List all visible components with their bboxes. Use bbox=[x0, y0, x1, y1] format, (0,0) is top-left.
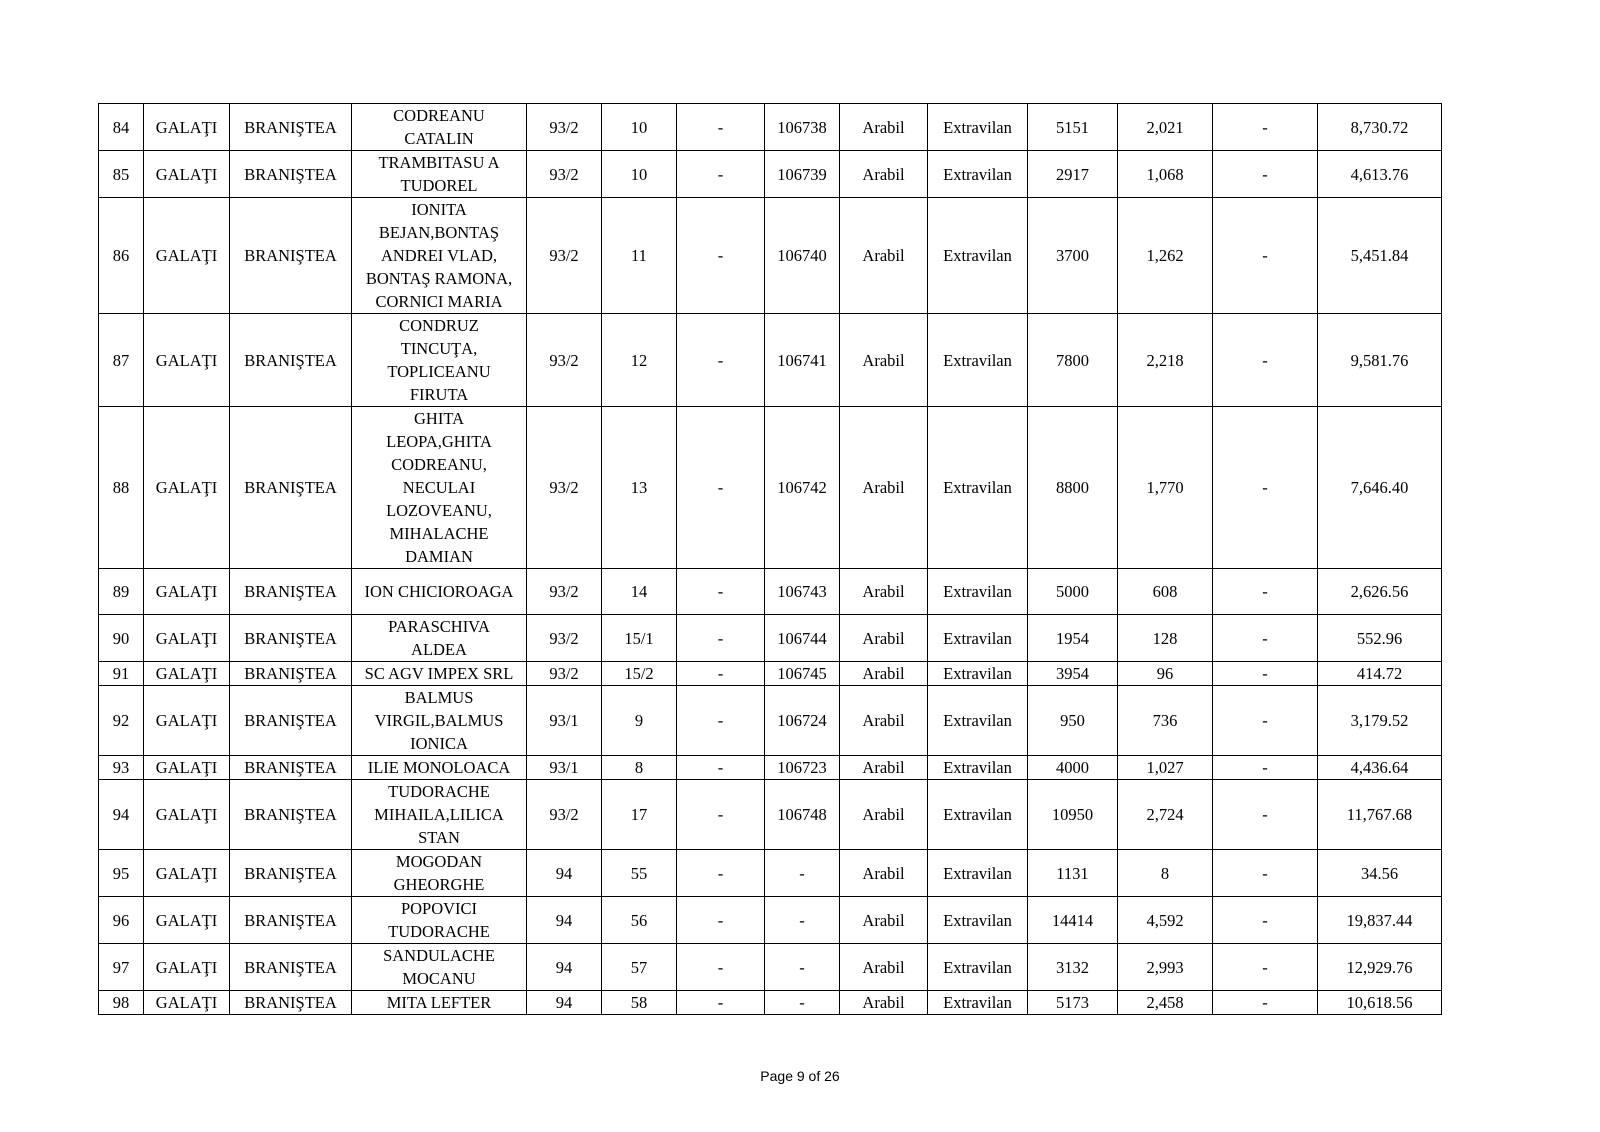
total-area-cell: 5151 bbox=[1028, 104, 1118, 151]
dash-cell: - bbox=[677, 569, 765, 615]
total-area-cell: 8800 bbox=[1028, 407, 1118, 569]
table-row bbox=[99, 407, 1442, 569]
owner-cell: MITA LEFTER bbox=[352, 991, 527, 1015]
total-area-cell: 7800 bbox=[1028, 314, 1118, 407]
tarla-cell: 93/2 bbox=[527, 104, 602, 151]
tarla-cell: 93/2 bbox=[527, 569, 602, 615]
parcel-cell: 12 bbox=[602, 314, 677, 407]
locality-cell: BRANIŞTEA bbox=[230, 151, 352, 198]
total-area-cell: 3954 bbox=[1028, 662, 1118, 686]
parcel-cell: 11 bbox=[602, 198, 677, 314]
table-row bbox=[99, 850, 1442, 897]
locality-cell: BRANIŞTEA bbox=[230, 569, 352, 615]
land-use-cell: Arabil bbox=[840, 314, 928, 407]
dash-cell: - bbox=[1213, 897, 1318, 944]
cadastral-number-cell: - bbox=[765, 944, 840, 991]
row-number-cell: 92 bbox=[99, 686, 144, 756]
tarla-cell: 94 bbox=[527, 850, 602, 897]
county-cell: GALAŢI bbox=[144, 314, 230, 407]
row-number-cell: 98 bbox=[99, 991, 144, 1015]
tarla-cell: 93/1 bbox=[527, 756, 602, 780]
affected-area-cell: 2,021 bbox=[1118, 104, 1213, 151]
land-use-cell: Arabil bbox=[840, 104, 928, 151]
affected-area-cell: 1,262 bbox=[1118, 198, 1213, 314]
owner-cell: CONDRUZ TINCUŢA, TOPLICEANU FIRUTA bbox=[352, 314, 527, 407]
locality-cell: BRANIŞTEA bbox=[230, 850, 352, 897]
row-number-cell: 85 bbox=[99, 151, 144, 198]
locality-cell: BRANIŞTEA bbox=[230, 407, 352, 569]
cadastral-number-cell: 106724 bbox=[765, 686, 840, 756]
table-row bbox=[99, 991, 1442, 1015]
cadastral-number-cell: 106742 bbox=[765, 407, 840, 569]
row-number-cell: 88 bbox=[99, 407, 144, 569]
table-row bbox=[99, 198, 1442, 314]
table-row bbox=[99, 897, 1442, 944]
county-cell: GALAŢI bbox=[144, 662, 230, 686]
affected-area-cell: 2,218 bbox=[1118, 314, 1213, 407]
locality-cell: BRANIŞTEA bbox=[230, 897, 352, 944]
county-cell: GALAŢI bbox=[144, 991, 230, 1015]
dash-cell: - bbox=[1213, 198, 1318, 314]
tarla-cell: 94 bbox=[527, 897, 602, 944]
amount-cell: 414.72 bbox=[1318, 662, 1442, 686]
county-cell: GALAŢI bbox=[144, 407, 230, 569]
dash-cell: - bbox=[1213, 314, 1318, 407]
affected-area-cell: 736 bbox=[1118, 686, 1213, 756]
owner-cell: SC AGV IMPEX SRL bbox=[352, 662, 527, 686]
locality-cell: BRANIŞTEA bbox=[230, 198, 352, 314]
land-use-cell: Arabil bbox=[840, 897, 928, 944]
dash-cell: - bbox=[1213, 569, 1318, 615]
table-row bbox=[99, 151, 1442, 198]
cadastral-number-cell: - bbox=[765, 991, 840, 1015]
parcel-cell: 13 bbox=[602, 407, 677, 569]
dash-cell: - bbox=[677, 850, 765, 897]
amount-cell: 12,929.76 bbox=[1318, 944, 1442, 991]
parcel-cell: 14 bbox=[602, 569, 677, 615]
land-use-cell: Arabil bbox=[840, 991, 928, 1015]
cadastral-number-cell: - bbox=[765, 850, 840, 897]
land-use-cell: Arabil bbox=[840, 780, 928, 850]
table-row bbox=[99, 314, 1442, 407]
cadastral-number-cell: 106744 bbox=[765, 615, 840, 662]
zone-cell: Extravilan bbox=[928, 569, 1028, 615]
affected-area-cell: 4,592 bbox=[1118, 897, 1213, 944]
cadastral-number-cell: 106745 bbox=[765, 662, 840, 686]
county-cell: GALAŢI bbox=[144, 756, 230, 780]
land-use-cell: Arabil bbox=[840, 756, 928, 780]
locality-cell: BRANIŞTEA bbox=[230, 615, 352, 662]
table-row bbox=[99, 944, 1442, 991]
owner-cell: BALMUS VIRGIL,BALMUS IONICA bbox=[352, 686, 527, 756]
tarla-cell: 93/2 bbox=[527, 198, 602, 314]
zone-cell: Extravilan bbox=[928, 151, 1028, 198]
locality-cell: BRANIŞTEA bbox=[230, 780, 352, 850]
dash-cell: - bbox=[677, 198, 765, 314]
zone-cell: Extravilan bbox=[928, 662, 1028, 686]
total-area-cell: 4000 bbox=[1028, 756, 1118, 780]
total-area-cell: 1954 bbox=[1028, 615, 1118, 662]
table-row bbox=[99, 780, 1442, 850]
dash-cell: - bbox=[1213, 104, 1318, 151]
affected-area-cell: 2,993 bbox=[1118, 944, 1213, 991]
tarla-cell: 93/2 bbox=[527, 407, 602, 569]
total-area-cell: 3132 bbox=[1028, 944, 1118, 991]
zone-cell: Extravilan bbox=[928, 897, 1028, 944]
locality-cell: BRANIŞTEA bbox=[230, 756, 352, 780]
dash-cell: - bbox=[677, 991, 765, 1015]
affected-area-cell: 8 bbox=[1118, 850, 1213, 897]
parcel-cell: 55 bbox=[602, 850, 677, 897]
affected-area-cell: 1,027 bbox=[1118, 756, 1213, 780]
affected-area-cell: 96 bbox=[1118, 662, 1213, 686]
land-use-cell: Arabil bbox=[840, 615, 928, 662]
parcel-cell: 17 bbox=[602, 780, 677, 850]
affected-area-cell: 1,770 bbox=[1118, 407, 1213, 569]
zone-cell: Extravilan bbox=[928, 850, 1028, 897]
dash-cell: - bbox=[1213, 686, 1318, 756]
dash-cell: - bbox=[677, 944, 765, 991]
cadastral-number-cell: 106740 bbox=[765, 198, 840, 314]
total-area-cell: 14414 bbox=[1028, 897, 1118, 944]
locality-cell: BRANIŞTEA bbox=[230, 944, 352, 991]
owner-cell: SANDULACHE MOCANU bbox=[352, 944, 527, 991]
dash-cell: - bbox=[677, 686, 765, 756]
county-cell: GALAŢI bbox=[144, 686, 230, 756]
dash-cell: - bbox=[1213, 407, 1318, 569]
amount-cell: 2,626.56 bbox=[1318, 569, 1442, 615]
total-area-cell: 10950 bbox=[1028, 780, 1118, 850]
amount-cell: 3,179.52 bbox=[1318, 686, 1442, 756]
parcel-cell: 58 bbox=[602, 991, 677, 1015]
row-number-cell: 91 bbox=[99, 662, 144, 686]
owner-cell: MOGODAN GHEORGHE bbox=[352, 850, 527, 897]
row-number-cell: 89 bbox=[99, 569, 144, 615]
amount-cell: 19,837.44 bbox=[1318, 897, 1442, 944]
affected-area-cell: 2,458 bbox=[1118, 991, 1213, 1015]
dash-cell: - bbox=[677, 662, 765, 686]
total-area-cell: 5173 bbox=[1028, 991, 1118, 1015]
land-use-cell: Arabil bbox=[840, 569, 928, 615]
land-use-cell: Arabil bbox=[840, 944, 928, 991]
county-cell: GALAŢI bbox=[144, 198, 230, 314]
affected-area-cell: 128 bbox=[1118, 615, 1213, 662]
locality-cell: BRANIŞTEA bbox=[230, 991, 352, 1015]
zone-cell: Extravilan bbox=[928, 780, 1028, 850]
total-area-cell: 2917 bbox=[1028, 151, 1118, 198]
parcel-cell: 56 bbox=[602, 897, 677, 944]
zone-cell: Extravilan bbox=[928, 991, 1028, 1015]
amount-cell: 34.56 bbox=[1318, 850, 1442, 897]
zone-cell: Extravilan bbox=[928, 198, 1028, 314]
cadastral-number-cell: - bbox=[765, 897, 840, 944]
county-cell: GALAŢI bbox=[144, 897, 230, 944]
dash-cell: - bbox=[677, 780, 765, 850]
owner-cell: ILIE MONOLOACA bbox=[352, 756, 527, 780]
dash-cell: - bbox=[677, 104, 765, 151]
total-area-cell: 1131 bbox=[1028, 850, 1118, 897]
tarla-cell: 93/2 bbox=[527, 314, 602, 407]
total-area-cell: 950 bbox=[1028, 686, 1118, 756]
locality-cell: BRANIŞTEA bbox=[230, 314, 352, 407]
cadastral-number-cell: 106743 bbox=[765, 569, 840, 615]
zone-cell: Extravilan bbox=[928, 615, 1028, 662]
dash-cell: - bbox=[677, 314, 765, 407]
table-row bbox=[99, 662, 1442, 686]
total-area-cell: 3700 bbox=[1028, 198, 1118, 314]
table-row bbox=[99, 756, 1442, 780]
row-number-cell: 96 bbox=[99, 897, 144, 944]
owner-cell: TUDORACHE MIHAILA,LILICA STAN bbox=[352, 780, 527, 850]
cadastral-number-cell: 106723 bbox=[765, 756, 840, 780]
county-cell: GALAŢI bbox=[144, 615, 230, 662]
land-use-cell: Arabil bbox=[840, 407, 928, 569]
owner-cell: PARASCHIVA ALDEA bbox=[352, 615, 527, 662]
affected-area-cell: 608 bbox=[1118, 569, 1213, 615]
county-cell: GALAŢI bbox=[144, 151, 230, 198]
amount-cell: 5,451.84 bbox=[1318, 198, 1442, 314]
owner-cell: TRAMBITASU A TUDOREL bbox=[352, 151, 527, 198]
parcel-cell: 15/1 bbox=[602, 615, 677, 662]
zone-cell: Extravilan bbox=[928, 944, 1028, 991]
dash-cell: - bbox=[677, 151, 765, 198]
zone-cell: Extravilan bbox=[928, 314, 1028, 407]
zone-cell: Extravilan bbox=[928, 756, 1028, 780]
page-number: Page 9 of 26 bbox=[760, 1068, 840, 1084]
county-cell: GALAŢI bbox=[144, 569, 230, 615]
county-cell: GALAŢI bbox=[144, 780, 230, 850]
land-use-cell: Arabil bbox=[840, 151, 928, 198]
row-number-cell: 95 bbox=[99, 850, 144, 897]
tarla-cell: 94 bbox=[527, 991, 602, 1015]
dash-cell: - bbox=[677, 615, 765, 662]
dash-cell: - bbox=[1213, 662, 1318, 686]
zone-cell: Extravilan bbox=[928, 407, 1028, 569]
table-row bbox=[99, 615, 1442, 662]
table-body bbox=[99, 104, 1442, 1015]
tarla-cell: 93/2 bbox=[527, 780, 602, 850]
parcel-cell: 10 bbox=[602, 104, 677, 151]
amount-cell: 4,613.76 bbox=[1318, 151, 1442, 198]
tarla-cell: 94 bbox=[527, 944, 602, 991]
dash-cell: - bbox=[1213, 780, 1318, 850]
table-row bbox=[99, 686, 1442, 756]
dash-cell: - bbox=[1213, 151, 1318, 198]
land-use-cell: Arabil bbox=[840, 662, 928, 686]
locality-cell: BRANIŞTEA bbox=[230, 686, 352, 756]
tarla-cell: 93/2 bbox=[527, 615, 602, 662]
amount-cell: 9,581.76 bbox=[1318, 314, 1442, 407]
owner-cell: CODREANU CATALIN bbox=[352, 104, 527, 151]
county-cell: GALAŢI bbox=[144, 850, 230, 897]
dash-cell: - bbox=[677, 897, 765, 944]
tarla-cell: 93/1 bbox=[527, 686, 602, 756]
total-area-cell: 5000 bbox=[1028, 569, 1118, 615]
land-use-cell: Arabil bbox=[840, 686, 928, 756]
amount-cell: 7,646.40 bbox=[1318, 407, 1442, 569]
land-use-cell: Arabil bbox=[840, 850, 928, 897]
owner-cell: IONITA BEJAN,BONTAŞ ANDREI VLAD, BONTAŞ RAMONA, CORNICI MARIA bbox=[352, 198, 527, 314]
row-number-cell: 86 bbox=[99, 198, 144, 314]
affected-area-cell: 1,068 bbox=[1118, 151, 1213, 198]
property-table bbox=[98, 103, 1442, 1015]
cadastral-number-cell: 106738 bbox=[765, 104, 840, 151]
table-row bbox=[99, 569, 1442, 615]
tarla-cell: 93/2 bbox=[527, 662, 602, 686]
dash-cell: - bbox=[1213, 850, 1318, 897]
table-row bbox=[99, 104, 1442, 151]
owner-cell: ION CHICIOROAGA bbox=[352, 569, 527, 615]
county-cell: GALAŢI bbox=[144, 944, 230, 991]
parcel-cell: 57 bbox=[602, 944, 677, 991]
parcel-cell: 9 bbox=[602, 686, 677, 756]
dash-cell: - bbox=[1213, 991, 1318, 1015]
row-number-cell: 93 bbox=[99, 756, 144, 780]
row-number-cell: 84 bbox=[99, 104, 144, 151]
tarla-cell: 93/2 bbox=[527, 151, 602, 198]
parcel-cell: 15/2 bbox=[602, 662, 677, 686]
amount-cell: 8,730.72 bbox=[1318, 104, 1442, 151]
parcel-cell: 8 bbox=[602, 756, 677, 780]
owner-cell: POPOVICI TUDORACHE bbox=[352, 897, 527, 944]
amount-cell: 10,618.56 bbox=[1318, 991, 1442, 1015]
dash-cell: - bbox=[677, 407, 765, 569]
zone-cell: Extravilan bbox=[928, 686, 1028, 756]
dash-cell: - bbox=[1213, 756, 1318, 780]
row-number-cell: 97 bbox=[99, 944, 144, 991]
row-number-cell: 87 bbox=[99, 314, 144, 407]
locality-cell: BRANIŞTEA bbox=[230, 662, 352, 686]
amount-cell: 4,436.64 bbox=[1318, 756, 1442, 780]
county-cell: GALAŢI bbox=[144, 104, 230, 151]
dash-cell: - bbox=[677, 756, 765, 780]
cadastral-number-cell: 106741 bbox=[765, 314, 840, 407]
dash-cell: - bbox=[1213, 615, 1318, 662]
amount-cell: 11,767.68 bbox=[1318, 780, 1442, 850]
row-number-cell: 94 bbox=[99, 780, 144, 850]
affected-area-cell: 2,724 bbox=[1118, 780, 1213, 850]
row-number-cell: 90 bbox=[99, 615, 144, 662]
amount-cell: 552.96 bbox=[1318, 615, 1442, 662]
land-use-cell: Arabil bbox=[840, 198, 928, 314]
cadastral-number-cell: 106748 bbox=[765, 780, 840, 850]
owner-cell: GHITA LEOPA,GHITA CODREANU, NECULAI LOZOVEANU, MIHALACHE DAMIAN bbox=[352, 407, 527, 569]
parcel-cell: 10 bbox=[602, 151, 677, 198]
cadastral-number-cell: 106739 bbox=[765, 151, 840, 198]
locality-cell: BRANIŞTEA bbox=[230, 104, 352, 151]
dash-cell: - bbox=[1213, 944, 1318, 991]
zone-cell: Extravilan bbox=[928, 104, 1028, 151]
